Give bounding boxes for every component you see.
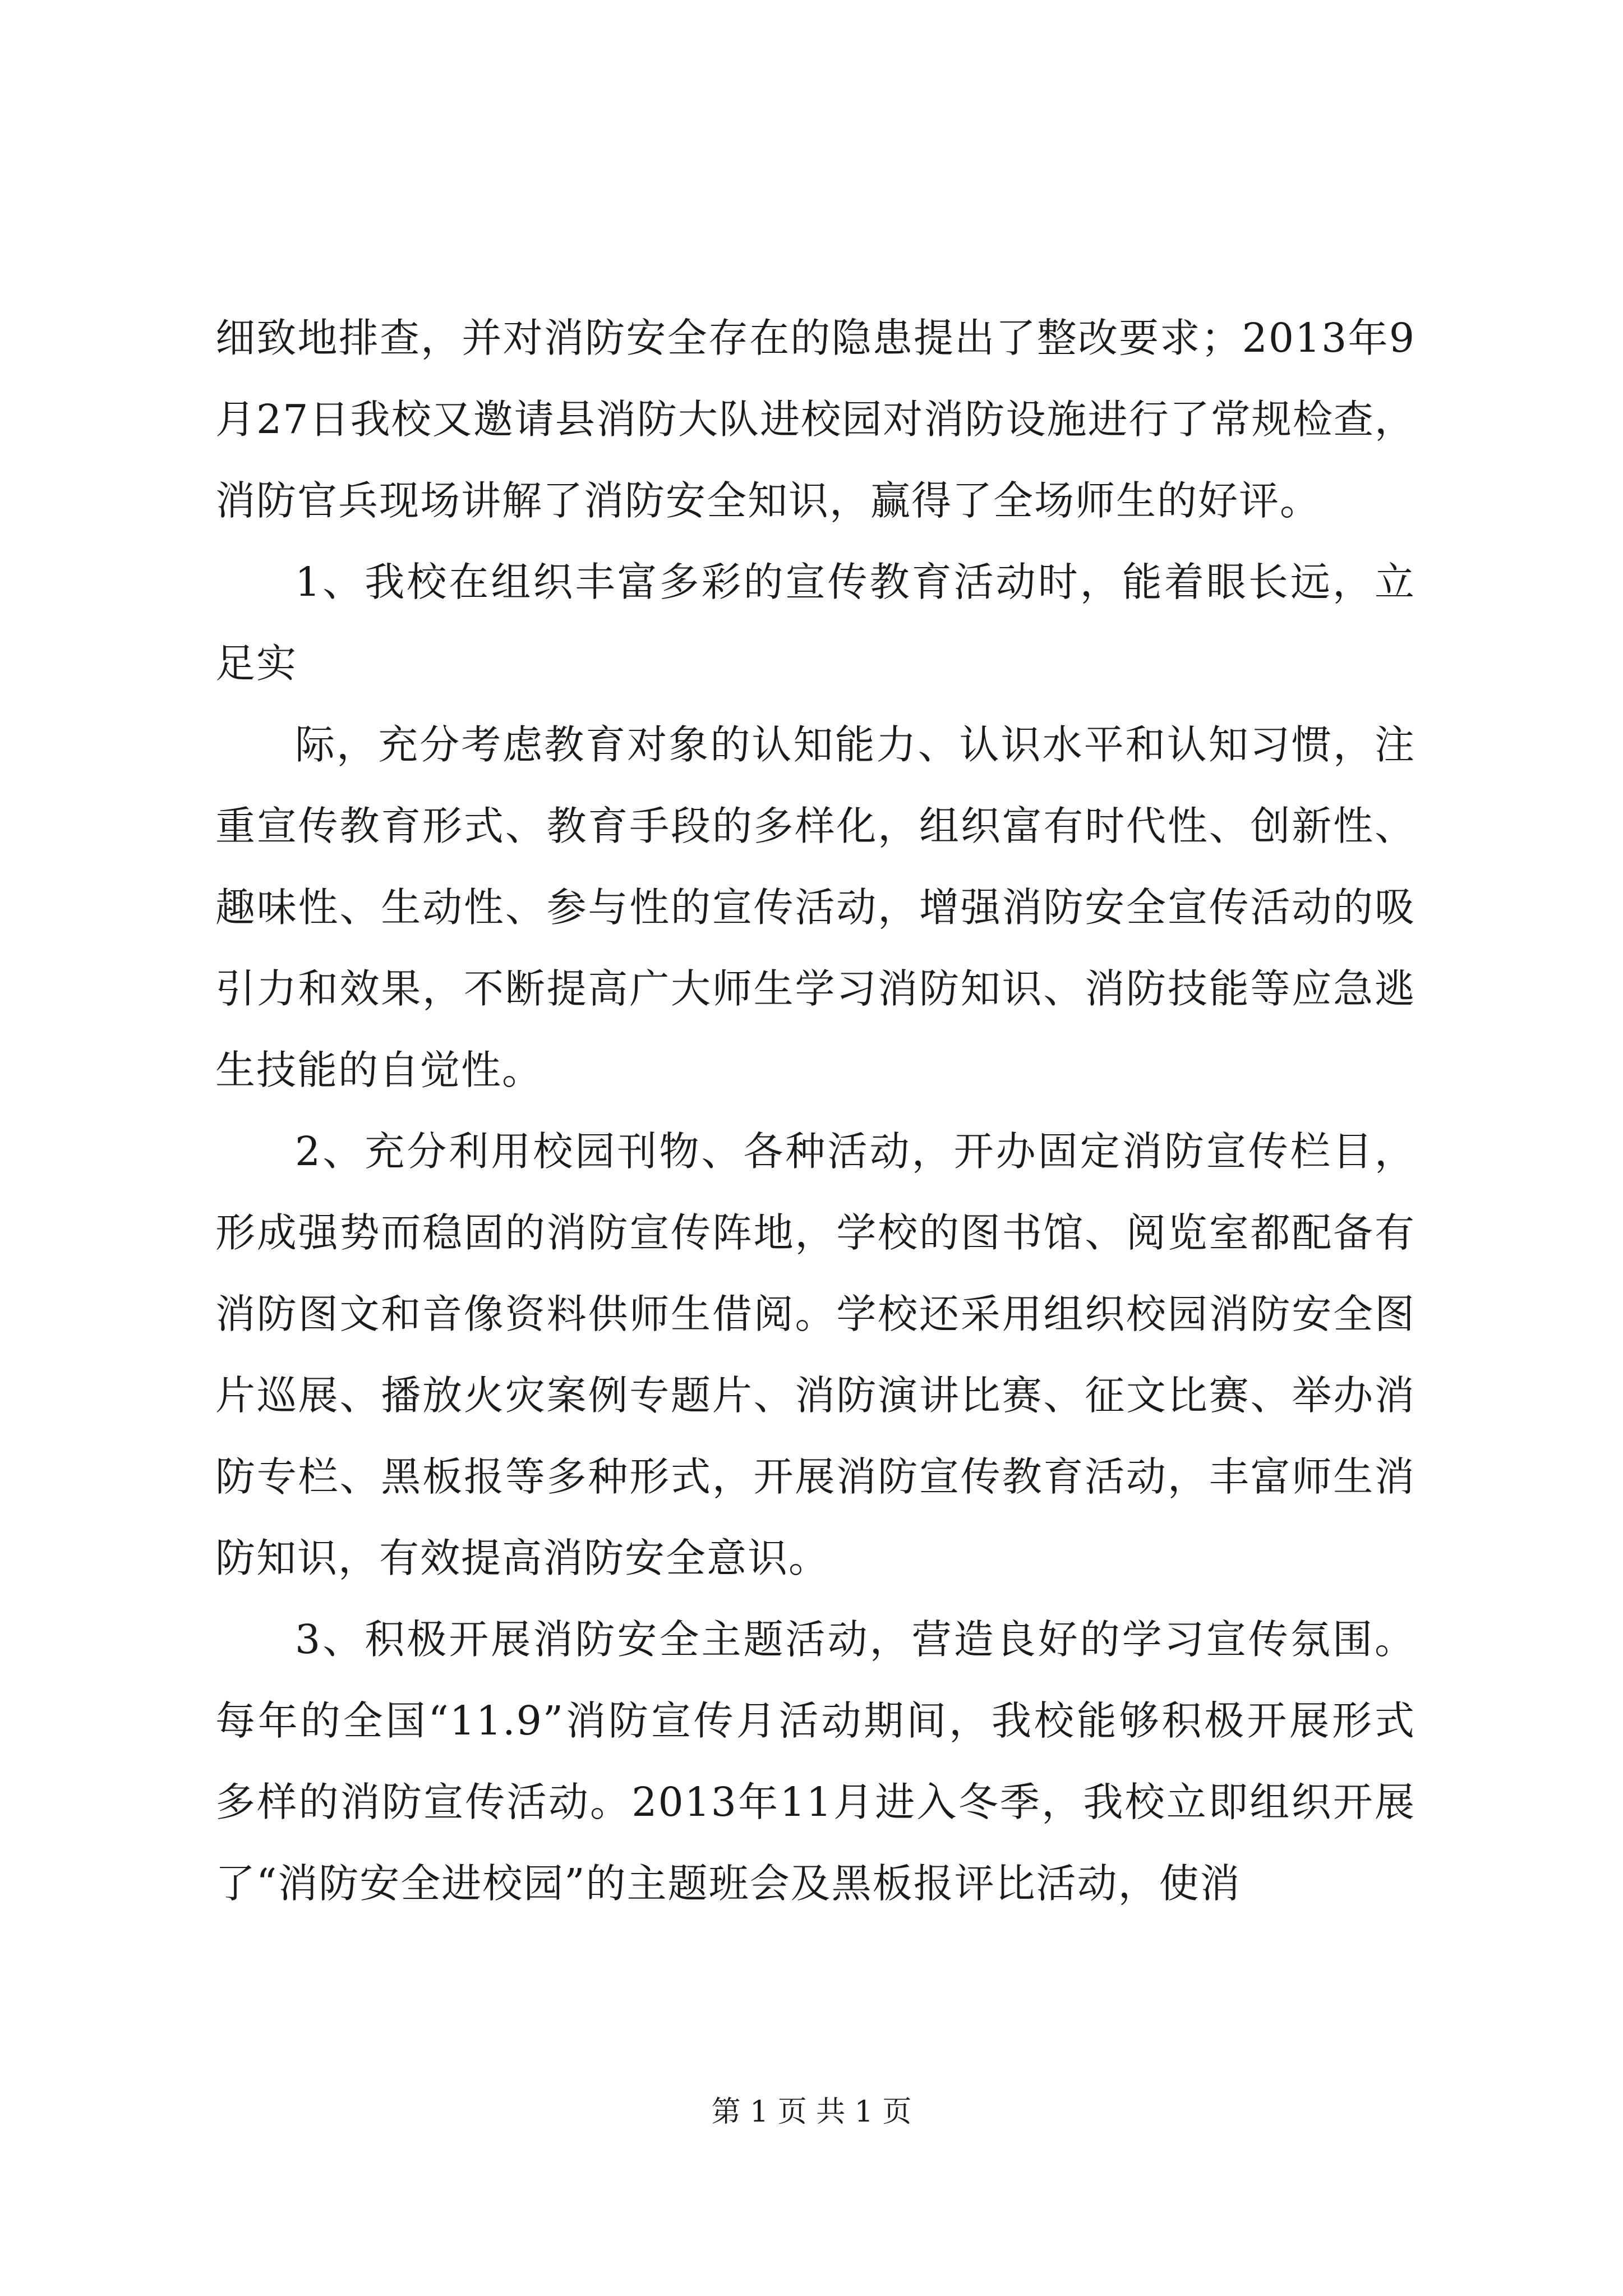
paragraph-continuation: 细致地排查，并对消防安全存在的隐患提出了整改要求；2013年9月27日我校又邀请县消防大队进校园对消防设施进行了常规检查，消防官兵现场讲解了消防安全知识，赢得了全场师生的好评。 (215, 315, 1415, 524)
page-footer: 第 1 页 共 1 页 (711, 2095, 912, 2129)
paragraph-item-1: 1、我校在组织丰富多彩的宣传教育活动时，能着眼长远，立足实 (215, 559, 1415, 687)
document-body (215, 297, 1415, 1924)
paragraph-item-1-continued: 际，充分考虑教育对象的认知能力、认识水平和认知习惯，注重宣传教育形式、教育手段的多样化，组织富有时代性、创新性、趣味性、生动性、参与性的宣传活动，增强消防安全宣传活动的吸引力和效果，不断提高广大师生学习消防知识、消防技能等应急逃生技能的自觉性。 (215, 721, 1415, 1093)
paragraph-item-3: 3、积极开展消防安全主题活动，营造良好的学习宣传氛围。每年的全国“11.9”消防宣传月活动期间，我校能够积极开展形式多样的消防宣传活动。2013年11月进入冬季，我校立即组织开展了“消防安全进校园”的主题班会及黑板报评比活动，使消 (215, 1616, 1415, 1907)
paragraph-item-2: 2、充分利用校园刊物、各种活动，开办固定消防宣传栏目，形成强势而稳固的消防宣传阵地，学校的图书馆、阅览室都配备有消防图文和音像资料供师生借阅。学校还采用组织校园消防安全图片巡展、播放火灾案例专题片、消防演讲比赛、征文比赛、举办消防专栏、黑板报等多种形式，开展消防宣传教育活动，丰富师生消防知识，有效提高消防安全意识。 (215, 1128, 1415, 1581)
